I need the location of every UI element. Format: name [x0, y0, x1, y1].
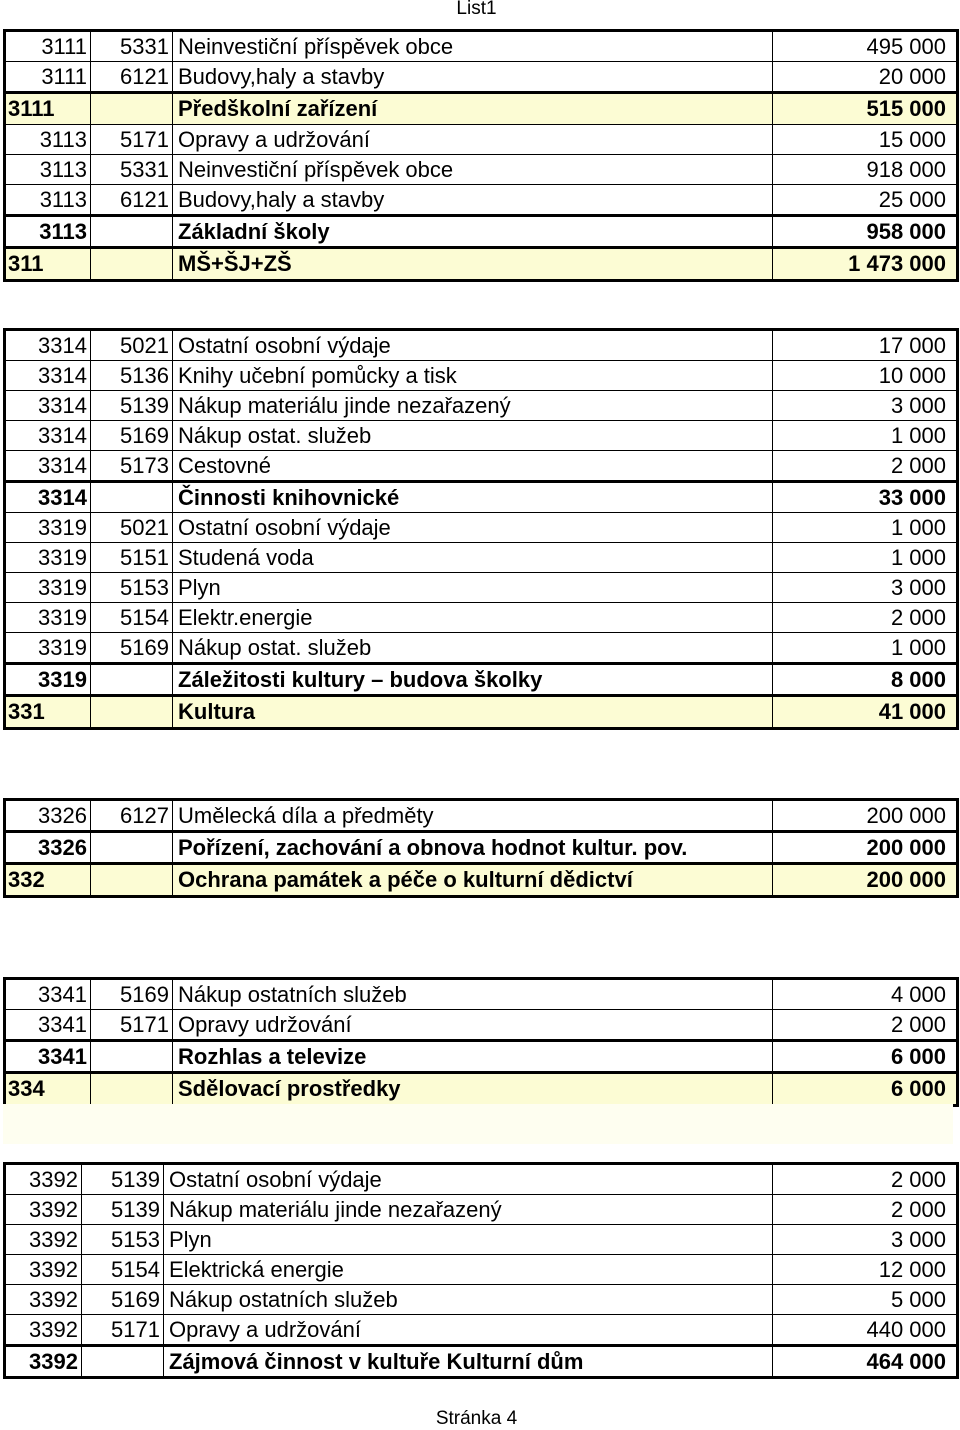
item-description: Pořízení, zachování a obnova hodnot kultur. pov.	[173, 833, 773, 862]
subtotal-row	[6, 831, 956, 863]
item-description: Nákup ostatních služeb	[173, 980, 773, 1009]
item-description: Nákup ostatních služeb	[164, 1285, 773, 1314]
amount: 2 000	[890, 1012, 946, 1037]
paragraph-code: 3392	[6, 1255, 82, 1284]
table-row	[6, 185, 956, 215]
amount: 6 000	[890, 1076, 946, 1101]
item-code: 5151	[91, 543, 173, 572]
amount: 1 000	[890, 515, 946, 540]
table-row	[6, 633, 956, 663]
item-code: 5331	[91, 155, 173, 184]
amount: 4 000	[890, 982, 946, 1007]
item-code: 5021	[91, 513, 173, 542]
item-description: Ochrana památek a péče o kulturní dědictví	[173, 865, 773, 895]
item-description: Kultura	[173, 697, 773, 727]
item-description: Předškolní zařízení	[173, 94, 773, 124]
amount: 3 000	[890, 1227, 946, 1252]
item-code: 5153	[91, 573, 173, 602]
amount: 25 000	[878, 187, 946, 212]
paragraph-code: 3319	[6, 543, 91, 572]
paragraph-code: 3326	[6, 801, 91, 830]
item-code: 6121	[91, 62, 173, 91]
paragraph-code: 331	[6, 697, 91, 727]
budget-block-331	[3, 328, 959, 730]
item-code: 5331	[91, 32, 173, 61]
amount: 20 000	[878, 64, 946, 89]
item-description: Ostatní osobní výdaje	[164, 1165, 773, 1194]
total-row	[6, 863, 956, 895]
table-row	[6, 1255, 956, 1285]
item-description: Nákup ostat. služeb	[173, 421, 773, 450]
item-description: Plyn	[164, 1225, 773, 1254]
item-code	[91, 483, 173, 512]
item-code	[91, 865, 173, 895]
paragraph-code: 3392	[6, 1165, 82, 1194]
amount: 1 000	[890, 545, 946, 570]
table-row	[6, 62, 956, 92]
table-row	[6, 155, 956, 185]
paragraph-code: 3341	[6, 980, 91, 1009]
item-description: Elektrická energie	[164, 1255, 773, 1284]
total-row	[6, 247, 956, 279]
budget-block-3392	[3, 1162, 959, 1379]
amount: 200 000	[866, 803, 946, 828]
amount: 2 000	[890, 1197, 946, 1222]
table-row	[6, 1010, 956, 1040]
table-row	[6, 451, 956, 481]
budget-block-332	[3, 798, 959, 898]
blank-band	[3, 1104, 953, 1144]
item-code: 5139	[82, 1165, 164, 1194]
item-description: Knihy učební pomůcky a tisk	[173, 361, 773, 390]
item-code: 6121	[91, 185, 173, 214]
paragraph-code: 3392	[6, 1225, 82, 1254]
paragraph-code: 3341	[6, 1010, 91, 1039]
table-row	[6, 331, 956, 361]
item-description: Činnosti knihovnické	[173, 483, 773, 512]
item-description: Záležitosti kultury – budova školky	[173, 665, 773, 694]
amount: 8 000	[890, 667, 946, 692]
amount: 41 000	[878, 699, 946, 724]
page-footer: Stránka 4	[435, 1408, 518, 1429]
amount: 2 000	[890, 453, 946, 478]
item-code: 5154	[82, 1255, 164, 1284]
amount: 3 000	[890, 393, 946, 418]
paragraph-code: 332	[6, 865, 91, 895]
item-description: Opravy a udržování	[173, 125, 773, 154]
paragraph-code: 3314	[6, 451, 91, 480]
item-description: Elektr.energie	[173, 603, 773, 632]
table-row	[6, 125, 956, 155]
amount: 440 000	[866, 1317, 946, 1342]
subtotal-row	[6, 215, 956, 247]
amount: 17 000	[878, 333, 946, 358]
item-code: 6127	[91, 801, 173, 830]
table-row	[6, 361, 956, 391]
item-code	[91, 833, 173, 862]
item-code: 5139	[91, 391, 173, 420]
subtotal-row	[6, 663, 956, 695]
amount: 495 000	[866, 34, 946, 59]
paragraph-code: 3314	[6, 483, 91, 512]
paragraph-code: 3392	[6, 1285, 82, 1314]
item-description: Nákup materiálu jinde nezařazený	[173, 391, 773, 420]
amount: 2 000	[890, 1167, 946, 1192]
item-code: 5021	[91, 331, 173, 360]
item-description: Opravy udržování	[173, 1010, 773, 1039]
paragraph-code: 3341	[6, 1042, 91, 1071]
paragraph-code: 3113	[6, 185, 91, 214]
item-description: Zájmová činnost v kultuře Kulturní dům	[164, 1347, 773, 1376]
paragraph-code: 3111	[6, 62, 91, 91]
amount: 200 000	[866, 867, 946, 892]
item-description: Neinvestiční příspěvek obce	[173, 155, 773, 184]
paragraph-code: 3319	[6, 513, 91, 542]
amount: 6 000	[890, 1044, 946, 1069]
item-code: 5169	[91, 980, 173, 1009]
table-row	[6, 32, 956, 62]
item-description: Studená voda	[173, 543, 773, 572]
paragraph-code: 3319	[6, 633, 91, 662]
item-code: 5139	[82, 1195, 164, 1224]
item-description: Neinvestiční příspěvek obce	[173, 32, 773, 61]
table-row	[6, 801, 956, 831]
amount: 3 000	[890, 575, 946, 600]
item-description: Cestovné	[173, 451, 773, 480]
total-row	[6, 92, 956, 125]
paragraph-code: 3113	[6, 217, 91, 246]
paragraph-code: 3314	[6, 421, 91, 450]
subtotal-row	[6, 1040, 956, 1072]
table-row	[6, 391, 956, 421]
item-description: Plyn	[173, 573, 773, 602]
amount: 464 000	[866, 1349, 946, 1374]
item-description: Nákup ostat. služeb	[173, 633, 773, 662]
amount: 1 000	[890, 423, 946, 448]
item-code	[91, 1074, 173, 1104]
table-row	[6, 1195, 956, 1225]
paragraph-code: 3111	[6, 94, 91, 124]
paragraph-code: 3314	[6, 391, 91, 420]
table-row	[6, 603, 956, 633]
amount: 33 000	[878, 485, 946, 510]
paragraph-code: 3392	[6, 1195, 82, 1224]
item-code: 5171	[91, 125, 173, 154]
total-row	[6, 1072, 956, 1104]
item-description: Opravy a udržování	[164, 1315, 773, 1344]
amount: 12 000	[878, 1257, 946, 1282]
paragraph-code: 3314	[6, 361, 91, 390]
item-code: 5169	[82, 1285, 164, 1314]
item-code: 5169	[91, 633, 173, 662]
amount: 918 000	[866, 157, 946, 182]
item-code	[91, 249, 173, 279]
item-code	[91, 665, 173, 694]
paragraph-code: 3314	[6, 331, 91, 360]
budget-block-334	[3, 977, 959, 1107]
paragraph-code: 3319	[6, 665, 91, 694]
paragraph-code: 334	[6, 1074, 91, 1104]
amount: 1 473 000	[848, 251, 946, 276]
paragraph-code: 3392	[6, 1315, 82, 1344]
subtotal-row	[6, 1345, 956, 1376]
table-row	[6, 980, 956, 1010]
paragraph-code: 3111	[6, 32, 91, 61]
item-description: Základní školy	[173, 217, 773, 246]
item-description: Budovy,haly a stavby	[173, 185, 773, 214]
amount: 515 000	[866, 96, 946, 121]
budget-block-311	[3, 29, 959, 282]
paragraph-code: 3392	[6, 1347, 82, 1376]
item-code: 5154	[91, 603, 173, 632]
sheet-title: List1	[456, 0, 497, 19]
paragraph-code: 3319	[6, 573, 91, 602]
item-description: MŠ+ŠJ+ZŠ	[173, 249, 773, 279]
paragraph-code: 3113	[6, 125, 91, 154]
table-row	[6, 1285, 956, 1315]
item-description: Budovy,haly a stavby	[173, 62, 773, 91]
total-row	[6, 695, 956, 727]
amount: 10 000	[878, 363, 946, 388]
table-row	[6, 543, 956, 573]
amount: 1 000	[890, 635, 946, 660]
item-code: 5173	[91, 451, 173, 480]
item-description: Rozhlas a televize	[173, 1042, 773, 1071]
amount: 958 000	[866, 219, 946, 244]
item-description: Nákup materiálu jinde nezařazený	[164, 1195, 773, 1224]
item-description: Ostatní osobní výdaje	[173, 331, 773, 360]
item-code: 5169	[91, 421, 173, 450]
table-row	[6, 573, 956, 603]
subtotal-row	[6, 481, 956, 513]
item-code	[91, 1042, 173, 1071]
paragraph-code: 311	[6, 249, 91, 279]
paragraph-code: 3326	[6, 833, 91, 862]
item-description: Umělecká díla a předměty	[173, 801, 773, 830]
paragraph-code: 3113	[6, 155, 91, 184]
amount: 2 000	[890, 605, 946, 630]
amount: 5 000	[890, 1287, 946, 1312]
item-description: Sdělovací prostředky	[173, 1074, 773, 1104]
item-code: 5171	[91, 1010, 173, 1039]
item-code	[91, 217, 173, 246]
item-code	[91, 94, 173, 124]
item-code: 5153	[82, 1225, 164, 1254]
table-row	[6, 513, 956, 543]
amount: 200 000	[866, 835, 946, 860]
amount: 15 000	[878, 127, 946, 152]
table-row	[6, 1165, 956, 1195]
item-code	[82, 1347, 164, 1376]
item-code	[91, 697, 173, 727]
table-row	[6, 421, 956, 451]
item-description: Ostatní osobní výdaje	[173, 513, 773, 542]
item-code: 5171	[82, 1315, 164, 1344]
item-code: 5136	[91, 361, 173, 390]
table-row	[6, 1315, 956, 1345]
table-row	[6, 1225, 956, 1255]
paragraph-code: 3319	[6, 603, 91, 632]
